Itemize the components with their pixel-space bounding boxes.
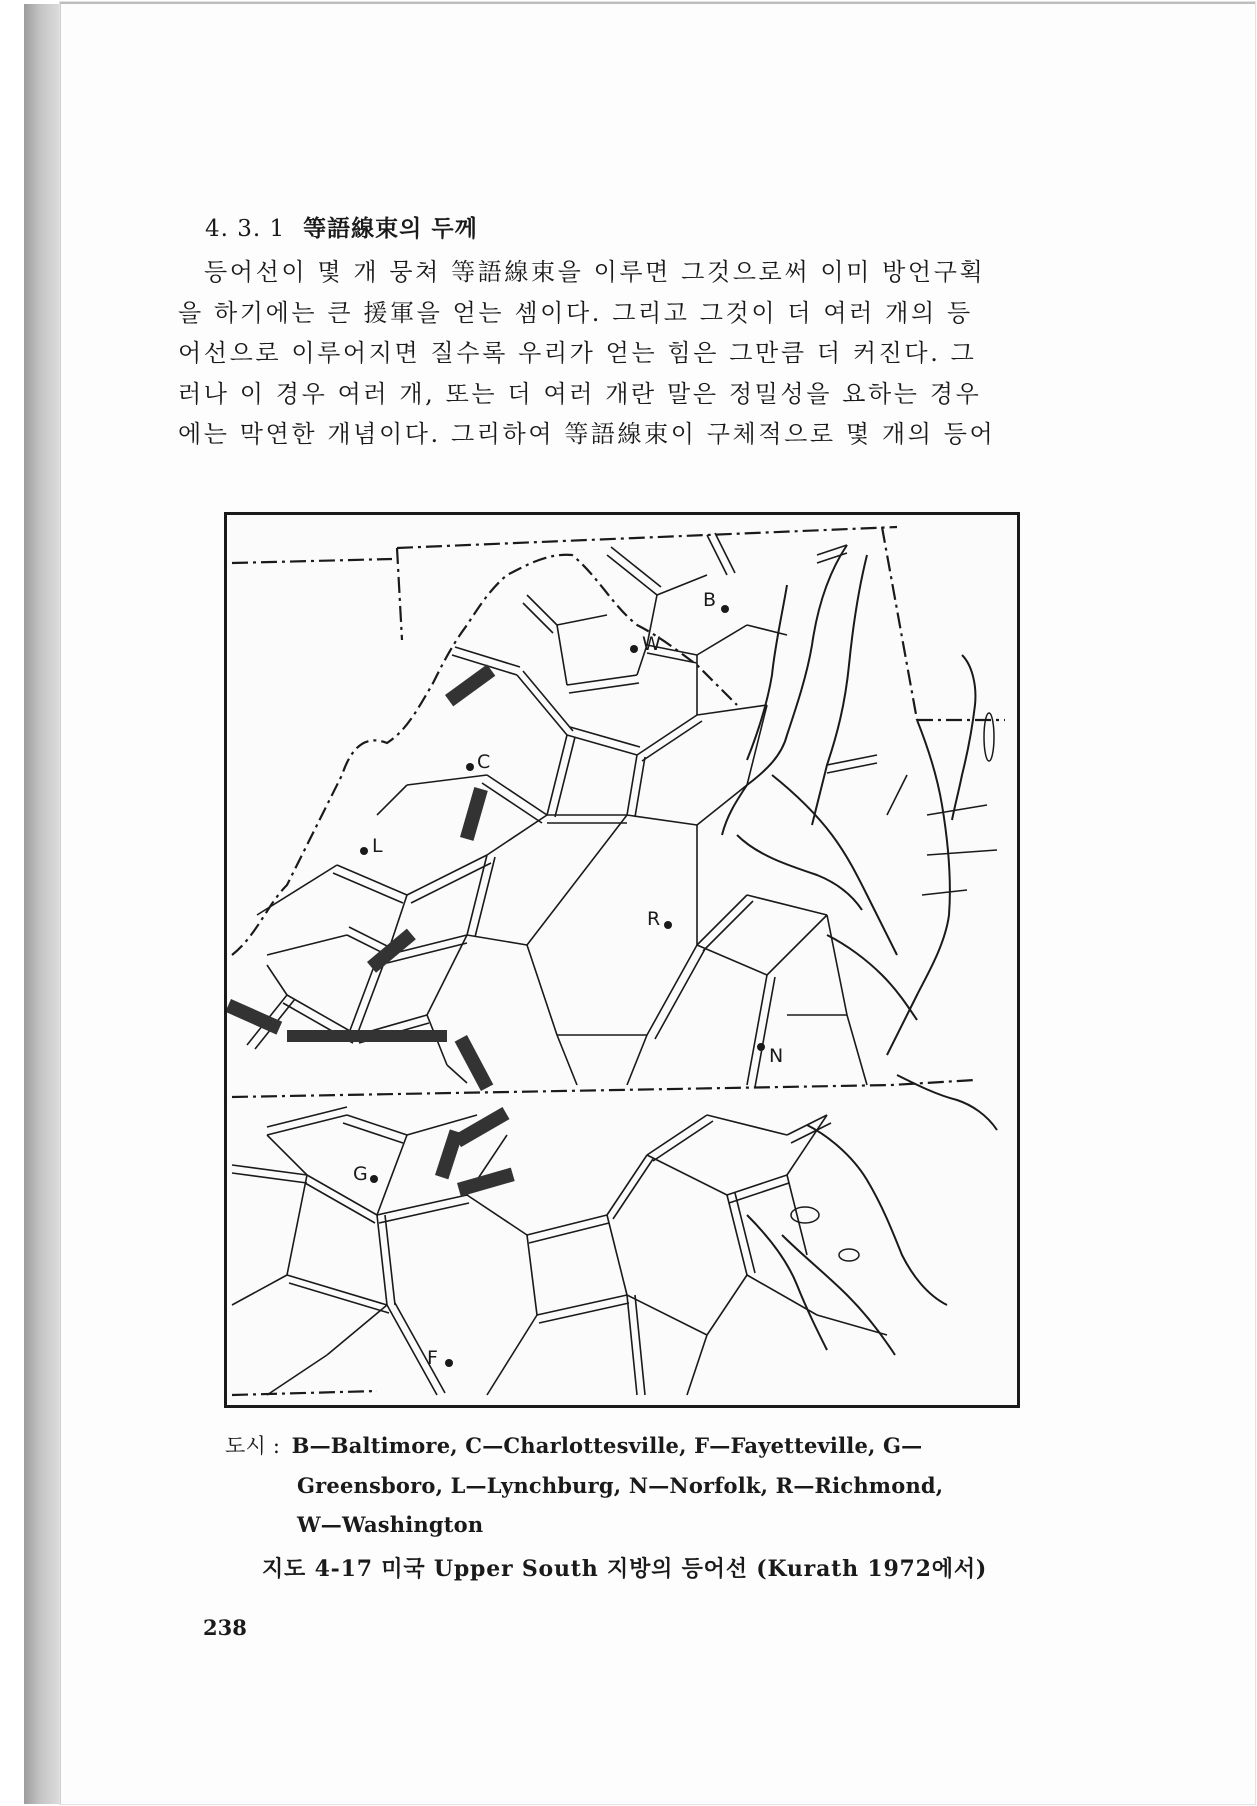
city-label-greensboro: G xyxy=(353,1163,368,1185)
section-number: 4. 3. 1 xyxy=(205,216,286,242)
isogloss-map xyxy=(224,512,1020,1408)
map-drawing xyxy=(227,515,1017,1405)
city-label-washington: W xyxy=(642,633,661,655)
body-line: 에는 막연한 개념이다. 그리하여 等語線束이 구체적으로 몇 개의 등어 xyxy=(178,420,996,448)
isoglosses xyxy=(232,533,997,1395)
city-dot-norfolk xyxy=(757,1043,765,1051)
body-line: 어선으로 이루어지면 질수록 우리가 얻는 힘은 그만큼 더 커진다. 그 xyxy=(178,339,977,367)
city-dot-charlottesville xyxy=(466,763,474,771)
page-number: 238 xyxy=(203,1615,247,1640)
legend-prefix: 도시 : xyxy=(225,1434,281,1458)
figure-caption: 지도 4-17 미국 Upper South 지방의 등어선 (Kurath 1972에서) xyxy=(262,1556,988,1582)
coastline xyxy=(722,545,997,1355)
city-label-baltimore: B xyxy=(703,589,717,611)
city-label-charlottesville: C xyxy=(477,751,491,773)
legend-line-3: W—Washington xyxy=(297,1512,484,1537)
section-heading xyxy=(205,210,478,243)
city-label-richmond: R xyxy=(647,908,661,930)
body-line: 을 하기에는 큰 援軍을 얻는 셈이다. 그리고 그것이 더 여러 개의 등 xyxy=(178,298,973,327)
book-spine-edge xyxy=(24,4,60,1804)
body-line: 등어선이 몇 개 뭉쳐 等語線束을 이루면 그것으로써 이미 방언구획 xyxy=(204,258,986,286)
city-dot-fayetteville xyxy=(445,1359,453,1367)
page-top-edge xyxy=(60,2,1255,4)
legend-line-2: Greensboro, L—Lynchburg, N—Norfolk, R—Richmond, xyxy=(297,1473,944,1498)
legend-row-1 xyxy=(225,1426,1005,1466)
section-title: 等語線束의 두께 xyxy=(303,215,478,242)
city-label-fayetteville: F xyxy=(427,1347,438,1369)
state-boundaries xyxy=(232,527,1005,1395)
city-dot-washington xyxy=(630,645,638,653)
city-dot-baltimore xyxy=(721,605,729,613)
map-legend xyxy=(225,1426,1005,1544)
legend-line-1: B—Baltimore, C—Charlottesville, F—Fayetteville, G— xyxy=(291,1433,923,1458)
body-line: 러나 이 경우 여러 개, 또는 더 여러 개란 말은 정밀성을 요하는 경우 xyxy=(178,379,982,408)
city-label-norfolk: N xyxy=(769,1045,784,1067)
body-paragraph xyxy=(178,252,1072,455)
city-dot-greensboro xyxy=(370,1175,378,1183)
city-dot-lynchburg xyxy=(360,847,368,855)
city-label-lynchburg: L xyxy=(372,835,383,857)
city-dot-richmond xyxy=(664,921,672,929)
